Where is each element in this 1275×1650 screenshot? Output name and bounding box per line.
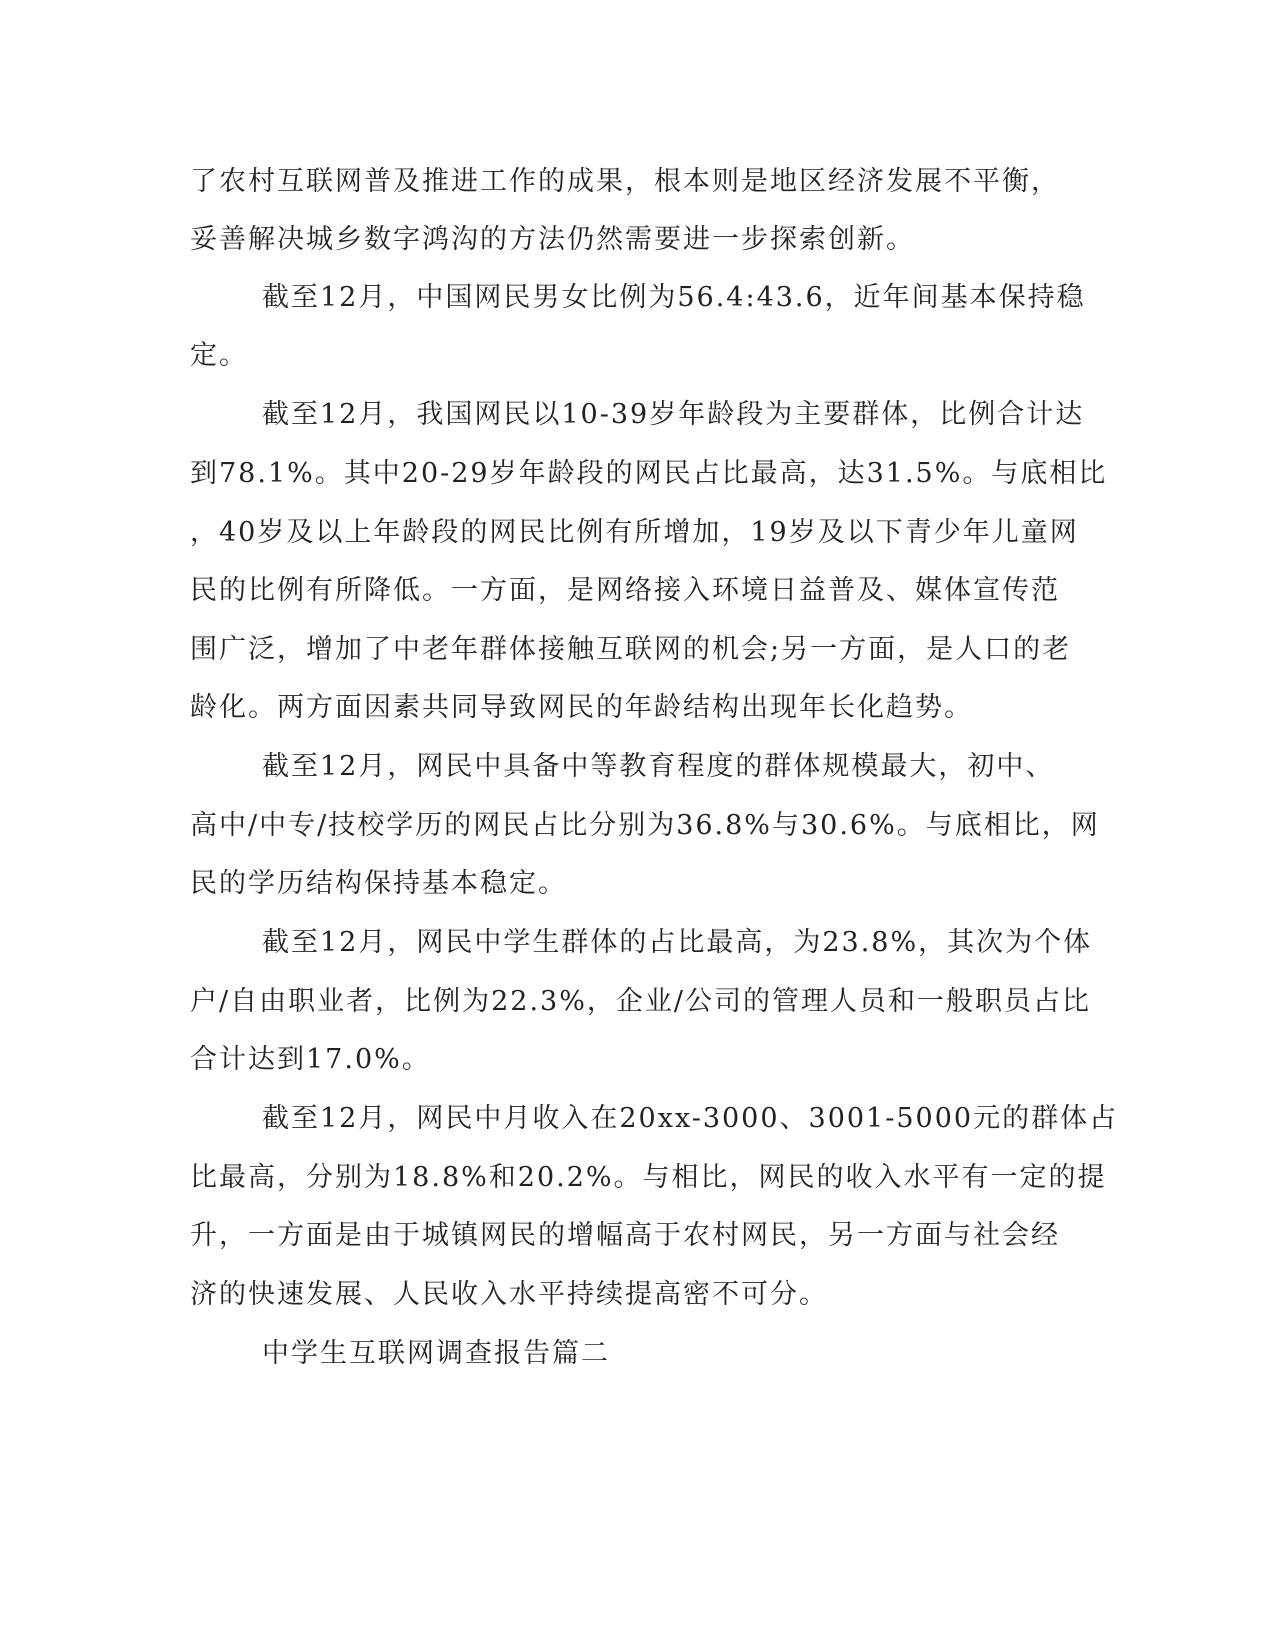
text-line: ，40岁及以上年龄段的网民比例有所增加，19岁及以下青少年儿童网 xyxy=(190,517,1079,548)
text-line: 升，一方面是由于城镇网民的增幅高于农村网民，另一方面与社会经 xyxy=(190,1220,1060,1251)
text-line: 民的学历结构保持基本稳定。 xyxy=(190,868,567,899)
text-line: 到78.1%。其中20-29岁年龄段的网民占比最高，达31.5%。与底相比 xyxy=(190,458,1108,489)
text-line: 比最高，分别为18.8%和20.2%。与相比，网民的收入水平有一定的提 xyxy=(190,1162,1107,1193)
text-line: 龄化。两方面因素共同导致网民的年龄结构出现年长化趋势。 xyxy=(190,692,973,723)
text-line: 合计达到17.0%。 xyxy=(190,1044,431,1075)
text-line: 民的比例有所降低。一方面，是网络接入环境日益普及、媒体宣传范 xyxy=(190,575,1060,606)
text-line: 围广泛，增加了中老年群体接触互联网的机会;另一方面，是人口的老 xyxy=(190,634,1072,665)
text-line: 高中/中专/技校学历的网民占比分别为36.8%与30.6%。与底相比，网 xyxy=(190,810,1100,841)
text-line: 定。 xyxy=(190,340,248,371)
text-line: 济的快速发展、人民收入水平持续提高密不可分。 xyxy=(190,1279,828,1310)
text-line: 截至12月，网民中月收入在20xx-3000、3001-5000元的群体占 xyxy=(262,1103,1119,1134)
text-line: 妥善解决城乡数字鸿沟的方法仍然需要进一步探索创新。 xyxy=(190,224,915,255)
text-line: 了农村互联网普及推进工作的成果，根本则是地区经济发展不平衡， xyxy=(190,166,1060,197)
text-line: 截至12月，网民中具备中等教育程度的群体规模最大，初中、 xyxy=(262,751,1055,782)
section-heading: 中学生互联网调查报告篇二 xyxy=(262,1338,610,1369)
text-line: 截至12月，中国网民男女比例为56.4:43.6，近年间基本保持稳 xyxy=(262,282,1086,313)
text-line: 截至12月，我国网民以10-39岁年龄段为主要群体，比例合计达 xyxy=(262,399,1085,430)
text-line: 截至12月，网民中学生群体的占比最高，为23.8%，其次为个体 xyxy=(262,927,1093,958)
text-line: 户/自由职业者，比例为22.3%，企业/公司的管理人员和一般职员占比 xyxy=(190,986,1091,1017)
